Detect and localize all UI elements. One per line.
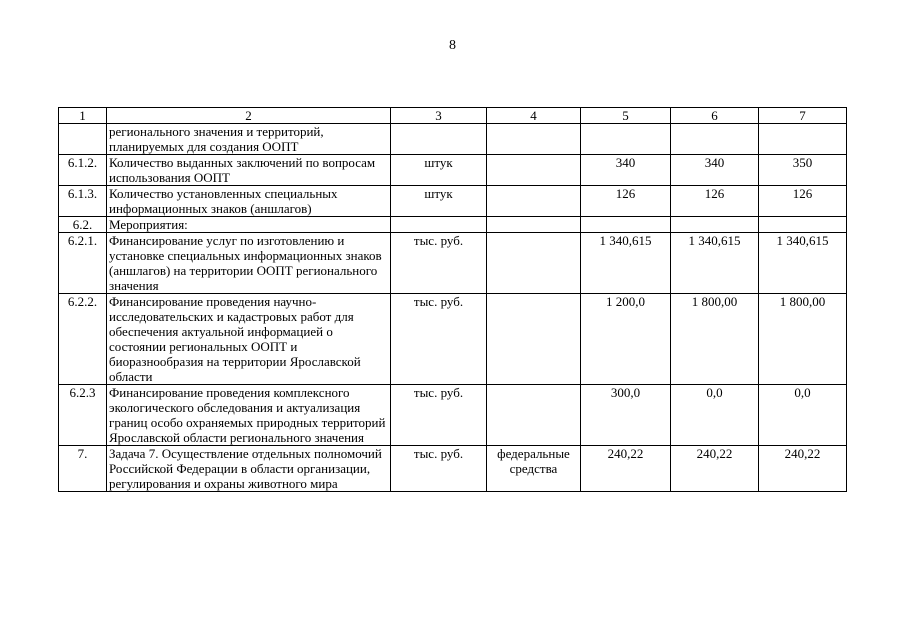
row-value-6: 1 340,615 <box>671 233 759 294</box>
row-unit <box>391 124 487 155</box>
row-value-7: 126 <box>759 186 847 217</box>
header-col-1: 1 <box>59 108 107 124</box>
row-description: Финансирование проведения научно-исследовательских и кадастровых работ для обеспечения актуальной информацией о состоянии региональных ООПТ и биоразнообразия на территории Ярославской области <box>107 294 391 385</box>
row-value-5 <box>581 217 671 233</box>
row-unit: штук <box>391 186 487 217</box>
row-number: 6.2.3 <box>59 385 107 446</box>
row-source <box>487 155 581 186</box>
row-source <box>487 385 581 446</box>
row-value-7: 1 340,615 <box>759 233 847 294</box>
row-value-5: 340 <box>581 155 671 186</box>
table-row <box>59 155 847 186</box>
header-col-4: 4 <box>487 108 581 124</box>
row-unit: штук <box>391 155 487 186</box>
row-value-7: 1 800,00 <box>759 294 847 385</box>
row-value-6: 1 800,00 <box>671 294 759 385</box>
table-row <box>59 124 847 155</box>
row-description: Финансирование услуг по изготовлению и установке специальных информационных знаков (аншлагов) на территории ООПТ регионального значения <box>107 233 391 294</box>
row-description: Финансирование проведения комплексного экологического обследования и актуализация границ особо охраняемых природных территорий Ярославской области регионального значения <box>107 385 391 446</box>
row-description: Количество установленных специальных информационных знаков (аншлагов) <box>107 186 391 217</box>
row-value-5: 126 <box>581 186 671 217</box>
table-row <box>59 446 847 492</box>
row-value-6: 240,22 <box>671 446 759 492</box>
row-value-5: 300,0 <box>581 385 671 446</box>
header-col-3: 3 <box>391 108 487 124</box>
row-number: 6.1.3. <box>59 186 107 217</box>
row-value-6 <box>671 217 759 233</box>
row-source: федеральные средства <box>487 446 581 492</box>
table-row <box>59 385 847 446</box>
row-number: 6.2. <box>59 217 107 233</box>
row-number: 6.2.2. <box>59 294 107 385</box>
header-col-6: 6 <box>671 108 759 124</box>
table-row <box>59 186 847 217</box>
row-source <box>487 294 581 385</box>
row-value-6: 0,0 <box>671 385 759 446</box>
row-value-5: 240,22 <box>581 446 671 492</box>
header-col-7: 7 <box>759 108 847 124</box>
row-number: 6.2.1. <box>59 233 107 294</box>
row-value-5: 1 200,0 <box>581 294 671 385</box>
row-unit: тыс. руб. <box>391 385 487 446</box>
row-source <box>487 233 581 294</box>
row-value-6 <box>671 124 759 155</box>
row-description: Мероприятия: <box>107 217 391 233</box>
header-col-5: 5 <box>581 108 671 124</box>
row-value-5 <box>581 124 671 155</box>
header-row <box>59 108 847 124</box>
row-unit <box>391 217 487 233</box>
row-source <box>487 124 581 155</box>
row-source <box>487 186 581 217</box>
header-col-2: 2 <box>107 108 391 124</box>
table-row <box>59 233 847 294</box>
table-row <box>59 294 847 385</box>
page-number: 8 <box>449 38 456 53</box>
row-value-7: 0,0 <box>759 385 847 446</box>
row-value-6: 340 <box>671 155 759 186</box>
row-number <box>59 124 107 155</box>
program-table <box>58 107 847 492</box>
row-value-7: 240,22 <box>759 446 847 492</box>
row-number: 6.1.2. <box>59 155 107 186</box>
row-description: Количество выданных заключений по вопросам использования ООПТ <box>107 155 391 186</box>
row-value-7: 350 <box>759 155 847 186</box>
row-unit: тыс. руб. <box>391 233 487 294</box>
table-row <box>59 217 847 233</box>
row-source <box>487 217 581 233</box>
row-unit: тыс. руб. <box>391 294 487 385</box>
row-description: Задача 7. Осуществление отдельных полномочий Российской Федерации в области организации, регулирования и охраны животного мира <box>107 446 391 492</box>
row-unit: тыс. руб. <box>391 446 487 492</box>
row-value-6: 126 <box>671 186 759 217</box>
row-description: регионального значения и территорий, планируемых для создания ООПТ <box>107 124 391 155</box>
row-value-5: 1 340,615 <box>581 233 671 294</box>
row-value-7 <box>759 124 847 155</box>
row-number: 7. <box>59 446 107 492</box>
row-value-7 <box>759 217 847 233</box>
